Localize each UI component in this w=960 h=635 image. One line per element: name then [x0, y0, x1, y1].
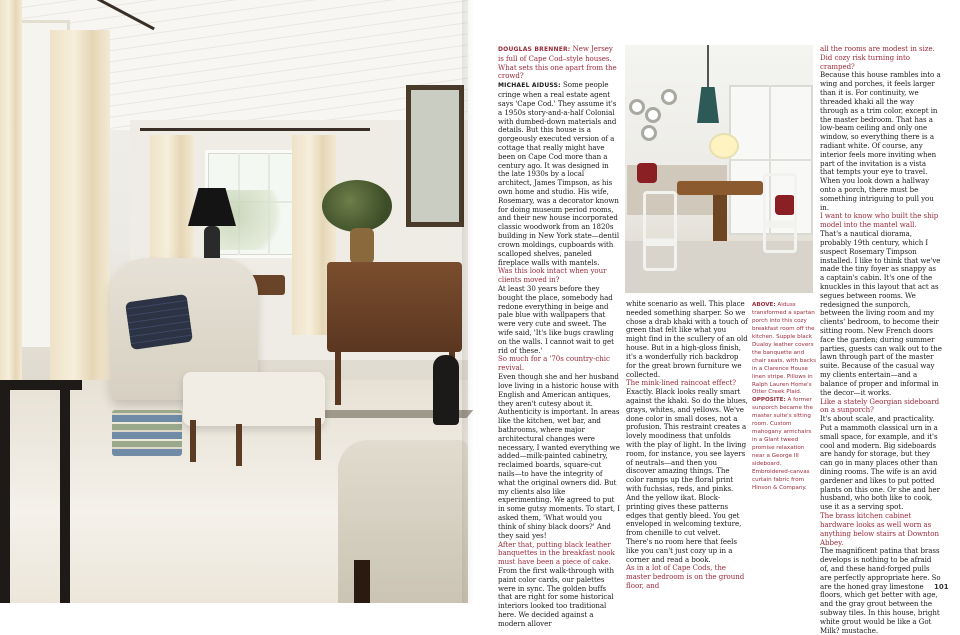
green-lantern [697, 87, 719, 123]
question: So much for a '70s country-chic revival. [498, 354, 610, 373]
wall-plate [661, 89, 677, 105]
curtain-rod-back [140, 128, 370, 131]
question: Like a stately Georgian sideboard on a sunporch? [820, 396, 940, 415]
question: The brass kitchen cabinet hardware looks as well worn as anything below stairs at Downton Abbey. [820, 511, 939, 547]
living-room-photo [0, 0, 468, 603]
answer: From the first walk-through with paint color cards, our palettes were in sync. The golden buffs that are right for some historical interiors looked too traditional here. We decided against a modern allover [498, 565, 615, 628]
answer: The magnificent patina that brass develops is nothing to be afraid of, and these hand-forged pulls are perfectly appropriate here. So are the honed gray limestone floors, which get better with age, and the gray grout between the subway tiles. In this house, bright white grout would be like a Got Milk? mustache. [820, 546, 941, 635]
question: I want to know who built the ship model into the mantel wall. [820, 211, 939, 230]
answer: Even though she and her husband love living in a historic house with English and American antiques, they aren't cutesy about it. Authenticity is important. In areas like the kitchen, wet bar, and bathrooms, where major architectural changes were necessary, I wanted everything we added—milk-painted cabinetry, reclaimed boards, square-cut nails—to have the integrity of what the original owners did. But my clients also like experimenting. We agreed to put in some gutsy moments. To start, I asked them, 'What would you think of shiny black doors?' And they said yes! [498, 372, 620, 540]
question: After that, putting black leather banquettes in the breakfast nook must have been a piece of cake. [498, 539, 615, 567]
ottoman-leg [236, 424, 242, 466]
question: all the rooms are modest in size. Did cozy risk turning into cramped? [820, 44, 935, 71]
breakfast-room-photo [625, 45, 813, 293]
flower-arrangement [711, 135, 737, 157]
question: The mink-lined raincoat effect? [626, 378, 737, 388]
plant-vase [350, 228, 374, 264]
question: Was this look intact when your clients moved in? [498, 266, 607, 285]
chair-leg [354, 560, 370, 603]
caption-text-above: Aiduss transformed a spartan porch into this cozy breakfast room off the kitchen. Supple black Dualoy leather covers the banquette and chair seats, with backs in a Clarence House linen stripe. Pillows in Ralph Lauren Home's Otter Creek Plaid. [752, 302, 816, 396]
book-stack [112, 410, 182, 456]
lantern-chain [707, 45, 709, 87]
dining-table [677, 181, 763, 195]
wall-plate [629, 99, 645, 115]
text-column-3 [820, 45, 942, 635]
answer: white scenario as well. This place needed something sharper. So we chose a drab khaki with a touch of green that felt like what you might find in the scullery of an old house. But in a high-gloss finish, it's a wonderfully rich backdrop for the great brown furniture we collected. [626, 299, 748, 379]
text-column-1 [498, 45, 620, 629]
wall-mirror [406, 85, 464, 227]
plaid-pillow [637, 163, 657, 183]
ottoman-leg [190, 420, 196, 462]
caption-text-opposite: A former sunporch became the master suite's sitting room. Custom mahogany armchairs in a Glant tweed promise relaxation near a George III sideboard. Embroidered-canvas curtain fabric from Hinson & Company. [752, 397, 813, 491]
answer: It's about scale, and practicality. Put a mammoth classical urn in a small space, for example, and it's cool and modern. Big sideboards are handy for storage, but they can go in many places other than dining rooms. The wife is an avid gardener and likes to put potted plants on this one. Or she and her husband, who both like to cook, use it as a serving spot. [820, 414, 940, 512]
dining-chair [763, 173, 797, 253]
answer: Exactly. Black looks really smart against the khaki. So do the blues, grays, whites, and yellows. We've done color in small doses, not a profusion. This restraint creates a lovely moodiness that unfolds with the play of light. In the living room, for instance, you see layers of neutrals—and then you discover amazing things. The color ramps up the floral print with fuchsias, reds, and pinks. And the yellow ikat. Block-printing gives these patterns edges that gently bleed. You get enveloped in welcoming texture, from chenille to cut velvet. There's no room here that feels like you can't just cozy up in a corner and read a book. [626, 387, 748, 564]
george-iii-sideboard [327, 262, 462, 352]
photo-caption [752, 302, 818, 493]
page-number: 101 [934, 583, 949, 591]
ottoman-leg [315, 418, 321, 460]
text-column-2 [626, 300, 748, 591]
wall-plate [641, 125, 657, 141]
dark-chair [0, 380, 82, 603]
plaid-pillow [125, 294, 193, 350]
table-pedestal [713, 195, 727, 241]
answer: Because this house rambles into a wing and porches, it feels larger than it is. For continuity, we threaded khaki all the way through as a trim color, except in the master bedroom. That has a low-beam ceiling and only one window, so everything there is a radiant white. Of course, any interior feels more inviting when part of the invitation is a vista that tempts your eye to travel. When you look down a hallway onto a porch, there must be something intriguing to pull you in. [820, 70, 941, 212]
question: New Jersey is full of Cape Cod–style houses. What sets this one apart from the crowd? [498, 44, 617, 81]
designer-label: MICHAEL AIDUSS: [498, 82, 561, 90]
black-urn [433, 355, 459, 425]
question: As in a lot of Cape Cods, the master bedroom is on the ground floor, and [626, 563, 745, 590]
potted-plant [322, 180, 392, 232]
answer: That's a nautical diorama, probably 19th century, which I suspect Rosemary Timpson installed. I like to think that we've made the tiny foyer as snappy as a captain's cabin. It's one of the knuckles in this layout that act as segues between rooms. We redesigned the sunporch, between the living room and my clients' bedroom, to become their sitting room. New French doors face the garden; during summer parties, guests can walk out to the lawn through part of the master suite. Because of the casual way my clients entertain—and a balance of proper and informal in the decor—it works. [820, 229, 942, 397]
caption-label-above: ABOVE: [752, 302, 776, 308]
wall-plate [645, 107, 661, 123]
answer: At least 30 years before they bought the place, somebody had redone everything in beige and pale blue with wallpapers that were very cute and sweet. The wife said, 'It's like bugs crawling on the walls. I cannot wait to get rid of these.' [498, 283, 614, 355]
dining-chair [643, 191, 677, 271]
answer: Some people cringe when a real estate agent says 'Cape Cod.' They assume it's a 1950s story-and-a-half Colonial with dumbed-down materials and details. But this house is a gorgeously executed version of a cottage that really might have been on Cape Cod more than a century ago. It was designed in the late 1930s by a local architect, James Timpson, as his own home and studio. His wife, Rosemary, was a decorator known for doing museum period rooms, and their new house incorporated classic woodwork from an 1820s building in New York state—dentil crown moldings, cupboards with scalloped shelves, paneled fireplace walls with mantels. [498, 80, 620, 267]
caption-label-opposite: OPPOSITE: [752, 397, 786, 404]
interviewer-label: DOUGLAS BRENNER: [498, 46, 571, 53]
ottoman [183, 372, 325, 426]
gutter-shadow [462, 0, 474, 603]
